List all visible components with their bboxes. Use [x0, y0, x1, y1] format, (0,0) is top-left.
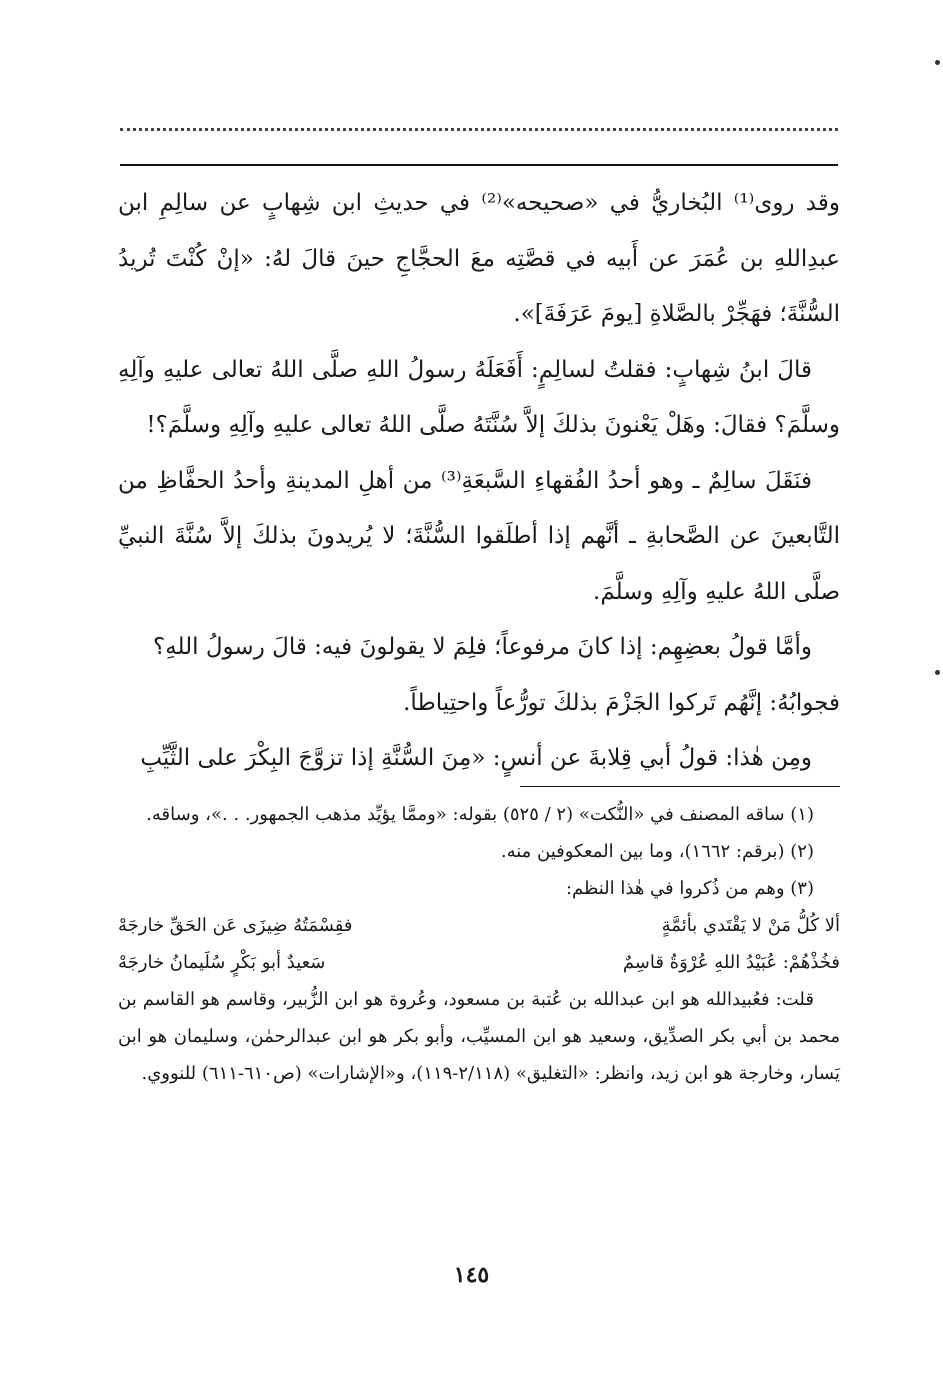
verse-1-second-hemistich: فقِسْمَتُهُ ضِيزَى عَن الحَقِّ خارجَهْ [118, 915, 353, 936]
scan-mark [935, 670, 940, 675]
footnote-separator [520, 786, 840, 787]
paragraph-6: ومِن هٰذا: قولُ أبي قِلابةَ عن أنسٍ: «مِنَ السُّنَّةِ إذا تزوَّجَ البِكْرَ على الثَّيِّبِ [140, 745, 812, 771]
footnotes [118, 796, 840, 1092]
verse-line-2 [118, 944, 840, 981]
header-rule [120, 164, 838, 166]
footnote-3-comment: قلت: فعُبيدالله هو ابن عبدالله بن عُتبة بن مسعود، وعُروة هو ابن الزُّبير، وقاسم هو القاسم بن محمد بن أبي بكر الصدِّيق، وسعيد هو ابن المسيِّب، وأبو بكر هو ابن عبدالرحمٰن، وسليمان هو ابن يَسار، وخارجة هو ابن زيد، وانظر: «التغليق» (٢/١١٨-١١٩)، و«الإشارات» (ص٦١٠-٦١١) للنووي. [118, 989, 840, 1084]
verse-line-1 [118, 907, 840, 944]
footnote-2: (٢) (برقم: ١٦٦٢)، وما بين المعكوفين منه. [500, 841, 814, 862]
verse-2-second-hemistich: سَعيدٌ أبو بَكْرٍ سُلَيمانُ خارجَهْ [118, 952, 326, 973]
footnote-1: (١) ساقه المصنف في «النُّكت» (٢ / ٥٢٥) بقوله: «وممَّا يؤيِّد مذهب الجمهور. . .»، وساقه. [146, 804, 814, 825]
page-number: ١٤٥ [453, 1262, 490, 1288]
main-text [118, 176, 840, 787]
paragraph-4: وأمَّا قولُ بعضِهِم: إذا كانَ مرفوعاً؛ فلِمَ لا يقولونَ فيه: قالَ رسولُ اللهِ؟ [152, 634, 812, 660]
paragraph-5: فجوابُهُ: إنَّهُم تَركوا الجَزْمَ بذلكَ تورُّعاً واحتِياطاً. [403, 689, 840, 716]
verse-1-first-hemistich: ألا كُلُّ مَنْ لا يَقْتَدي بأئمَّةٍ [661, 915, 840, 936]
header-dotted-line [120, 128, 838, 131]
paragraph-1: وقد روى⁽¹⁾ البُخاريُّ في «صحيحه»⁽²⁾ في حديثِ ابن شِهابٍ عن سالِمِ ابن عبدِاللهِ بن عُمَرَ عن أَبيه في قصَّتِه معَ الحجَّاجِ حينَ قالَ لهُ: «إنْ كُنْتَ تُريدُ السُّنَّةَ؛ فهَجِّرْ بالصَّلاةِ [يومَ عَرَفَةَ]». [118, 190, 840, 327]
footnote-3: (٣) وهم من ذُكروا في هٰذا النظم: [565, 878, 814, 899]
scan-mark [935, 60, 940, 65]
paragraph-2: قالَ ابنُ شِهابٍ: فقلتُ لسالِمٍ: أَفَعَلَهُ رسولُ اللهِ صلَّى اللهُ تعالى عليهِ وآلِهِ وسلَّمَ؟ فقالَ: وهَلْ يَعْنونَ بذلكَ إلاَّ سُنَّتَهُ صلَّى اللهُ تعالى عليهِ وآلِهِ وسلَّمَ؟! [118, 356, 840, 438]
paragraph-3: فنَقَلَ سالِمٌ ـ وهو أحدُ الفُقهاءِ السَّبعَةِ⁽³⁾ من أهلِ المدينةِ وأحدُ الحفَّاظِ من التَّابعينَ عن الصَّحابةِ ـ أنَّهم إذا أطلَقوا السُّنَّةَ؛ لا يُريدونَ بذلكَ إلاَّ سُنَّةَ النبيِّ صلَّى اللهُ عليهِ وآلِهِ وسلَّمَ. [118, 467, 840, 605]
verse-2-first-hemistich: فخُذْهُمْ: عُبَيْدُ اللهِ عُرْوَةُ قاسِمٌ [622, 952, 840, 973]
